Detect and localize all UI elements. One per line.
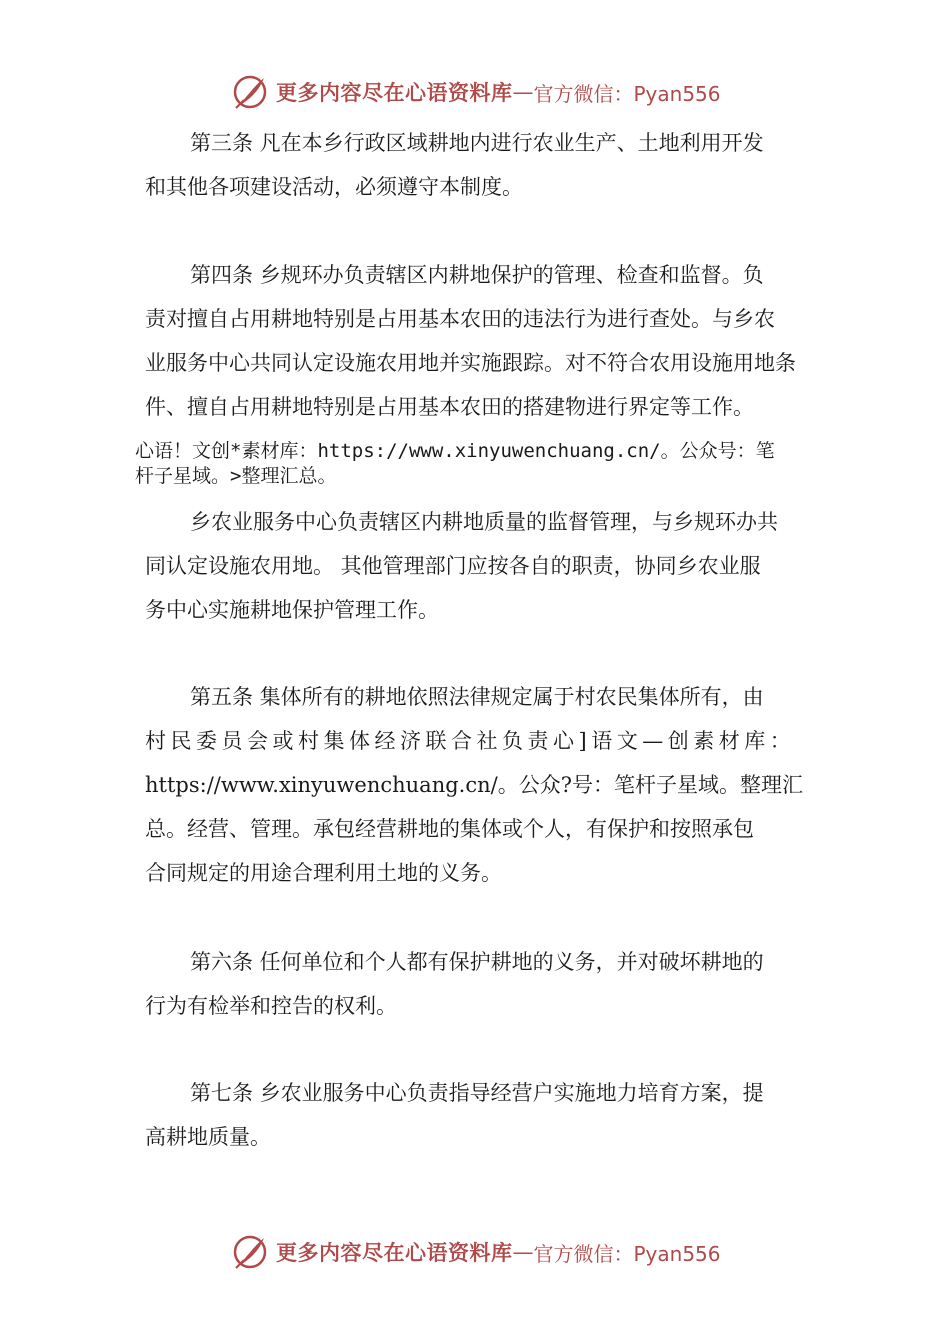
quill-pen-logo-icon <box>230 1232 270 1272</box>
article-3-line: 第三条 凡在本乡行政区域耕地内进行农业生产、土地利用开发 <box>190 131 764 155</box>
banner-dash: — <box>512 1240 534 1264</box>
article-7-line: 高耕地质量。 <box>145 1125 271 1149</box>
article-3-line: 和其他各项建设活动，必须遵守本制度。 <box>145 175 523 199</box>
banner-contact: 官方微信：Pyan556 <box>533 81 721 106</box>
source-note-line: 杆子星域。>整理汇总。 <box>135 465 337 487</box>
quill-pen-logo-icon <box>230 72 270 112</box>
article-5-line: 合同规定的用途合理利用土地的义务。 <box>145 861 502 885</box>
article-4-line: 责对擅自占用耕地特别是占用基本农田的违法行为进行查处。与乡农 <box>145 307 775 331</box>
source-note <box>135 439 825 489</box>
footer-banner <box>230 1232 750 1272</box>
article-5-line: 村民委员会或村集体经济联合社负责心]语文—创素材库： <box>145 729 796 753</box>
header-banner <box>230 72 750 112</box>
article-7 <box>145 1071 815 1159</box>
article-4-continued-line: 同认定设施农用地。 其他管理部门应按各自的职责，协同乡农业服 <box>145 554 761 578</box>
article-6-line: 第六条 任何单位和个人都有保护耕地的义务，并对破坏耕地的 <box>190 950 764 974</box>
article-5-line: 第五条 集体所有的耕地依照法律规定属于村农民集体所有，由 <box>190 685 764 709</box>
article-4 <box>145 253 815 429</box>
article-4-line: 业服务中心共同认定设施农用地并实施跟踪。对不符合农用设施用地条 <box>145 351 796 375</box>
article-4-line: 第四条 乡规环办负责辖区内耕地保护的管理、检查和监督。负 <box>190 263 764 287</box>
article-5-line: 总。经营、管理。承包经营耕地的集体或个人，有保护和按照承包 <box>145 817 754 841</box>
article-5-line: https://www.xinyuwenchuang.cn/。公众?号：笔杆子星域。整理汇 <box>145 773 803 797</box>
article-4-line: 件、擅自占用耕地特别是占用基本农田的搭建物进行界定等工作。 <box>145 395 754 419</box>
banner-text: 更多内容尽在心语资料库 <box>276 80 513 105</box>
source-note-line: 心语！文创*素材库：https://www.xinyuwenchuang.cn/。公众号：笔 <box>135 440 775 462</box>
article-7-line: 第七条 乡农业服务中心负责指导经营户实施地力培育方案，提 <box>190 1081 764 1105</box>
article-4-continued <box>145 500 815 632</box>
article-5 <box>145 675 815 895</box>
article-6 <box>145 940 815 1028</box>
banner-contact: 官方微信：Pyan556 <box>533 1241 721 1266</box>
banner-dash: — <box>512 80 534 104</box>
article-4-continued-line: 务中心实施耕地保护管理工作。 <box>145 598 439 622</box>
article-3 <box>145 121 815 209</box>
article-6-line: 行为有检举和控告的权利。 <box>145 994 397 1018</box>
banner-text: 更多内容尽在心语资料库 <box>276 1240 513 1265</box>
article-4-continued-line: 乡农业服务中心负责辖区内耕地质量的监督管理，与乡规环办共 <box>190 510 778 534</box>
